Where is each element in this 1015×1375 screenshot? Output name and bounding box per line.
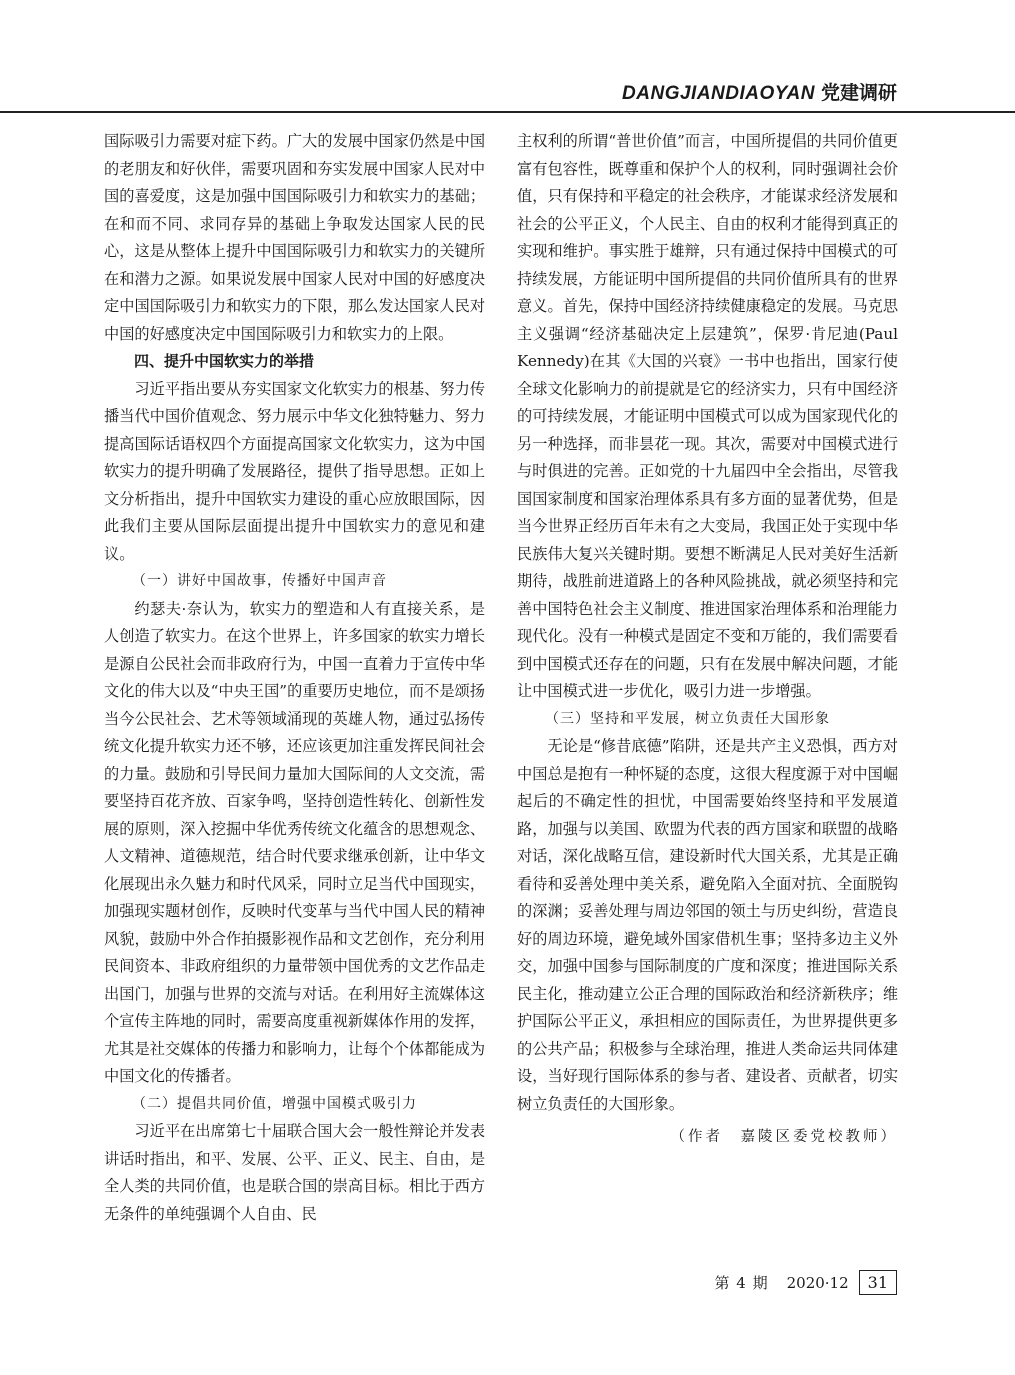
- paragraph: 习近平在出席第七十届联合国大会一般性辩论并发表讲话时指出，和平、发展、公平、正义、民主、自由，是全人类的共同价值，也是联合国的崇高目标。相比于西方无条件的单纯强调个人自由、民: [104, 1122, 485, 1223]
- journal-title: [622, 78, 897, 105]
- paragraph: 国际吸引力需要对症下药。广大的发展中国家仍然是中国的老朋友和好伙伴，需要巩固和夯实发展中国家人民对中国的喜爱度，这是加强中国国际吸引力和软实力的基础；在和而不同、求同存异的基础上争取发达国家人民的民心，这是从整体上提升中国国际吸引力和软实力的关键所在和潜力之源。如果说发展中国家人民对中国的好感度决定中国国际吸引力和软实力的下限，那么发达国家人民对中国的好感度决定中国国际吸引力和软实力的上限。: [104, 132, 485, 343]
- subsection-heading: （三）坚持和平发展，树立负责任大国形象: [545, 710, 830, 727]
- subsection-heading: （一）讲好中国故事，传播好中国声音: [132, 573, 387, 589]
- paragraph: 习近平指出要从夯实国家文化软实力的根基、努力传播当代中国价值观念、努力展示中华文化独特魅力、努力提高国际话语权四个方面提高国家文化软实力，这为中国软实力的提升明确了发展路径，提供了指导思想。正如上文分析指出，提升中国软实力建设的重心应放眼国际，因此我们主要从国际层面提出提升中国软实力的意见和建议。: [104, 379, 485, 563]
- paragraph: 无论是“修昔底德”陷阱，还是共产主义恐惧，西方对中国总是抱有一种怀疑的态度，这很大程度源于对中国崛起后的不确定性的担忧，中国需要始终坚持和平发展道路，加强与以美国、欧盟为代表的西方国家和联盟的战略对话，深化战略互信，建设新时代大国关系，尤其是正确看待和妥善处理中美关系，避免陷入全面对抗、全面脱钩的深渊；妥善处理与周边邻国的领土与历史纠纷，营造良好的周边环境，避免域外国家借机生事；坚持多边主义外交，加强中国参与国际制度的广度和深度；推进国际关系民主化，推动建立公正合理的国际政治和经济新秩序；维护国际公平正义，承担相应的国际责任，为世界提供更多的公共产品；积极参与全球治理，推进人类命运共同体建设，当好现行国际体系的参与者、建设者、贡献者，切实树立负责任的大国形象。: [517, 737, 898, 1113]
- paragraph: 主权利的所谓“普世价值”而言，中国所提倡的共同价值更富有包容性，既尊重和保护个人的权利，同时强调社会价值，只有保持和平稳定的社会秩序，才能谋求经济发展和社会的公平正义，个人民主、自由的权利才能得到真正的实现和维护。事实胜于雄辩，只有通过保持中国模式的可持续发展，方能证明中国所提倡的共同价值所具有的世界意义。首先，保持中国经济持续健康稳定的发展。马克思主义强调“经济基础决定上层建筑”，保罗·肯尼迪(Paul Kennedy)在其《大国的兴衰》一书中也指出，国家行使全球文化影响力的前提就是它的经济实力，只有中国经济的可持续发展，才能证明中国模式可以成为国家现代化的另一种选择，而非昙花一现。其次，需要对中国模式进行与时俱进的完善。正如党的十九届四中全会指出，尽管我国国家制度和国家治理体系具有多方面的显著优势，但是当今世界正经历百年未有之大变局，我国正处于实现中华民族伟大复兴关键时期。要想不断满足人民对美好生活新期待，战胜前进道路上的各种风险挑战，就必须坚持和完善中国特色社会主义制度、推进国家治理体系和治理能力现代化。没有一种模式是固定不变和万能的，我们需要看到中国模式还存在的问题，只有在发展中解决问题，才能让中国模式进一步优化，吸引力进一步增强。: [517, 132, 898, 700]
- right-column: [517, 128, 898, 1152]
- issue-date: 2020·12: [786, 1273, 849, 1292]
- author-note: （作者 嘉陵区委党校教师）: [670, 1129, 898, 1145]
- page-header: [0, 0, 1015, 115]
- page-footer: [715, 1270, 897, 1295]
- journal-title-cn: 党建调研: [820, 82, 897, 104]
- paragraph: 约瑟夫·奈认为，软实力的塑造和人有直接关系，是人创造了软实力。在这个世界上，许多国家的软实力增长是源自公民社会而非政府行为，中国一直着力于宣传中华文化的伟大以及“中央王国”的重要历史地位，而不是颂扬当今公民社会、艺术等领域涌现的英雄人物，通过弘扬传统文化提升软实力还不够，还应该更加注重发挥民间社会的力量。鼓励和引导民间力量加大国际间的人文交流，需要坚持百花齐放、百家争鸣，坚持创造性转化、创新性发展的原则，深入挖掘中华优秀传统文化蕴含的思想观念、人文精神、道德规范，结合时代要求继承创新，让中华文化展现出永久魅力和时代风采，同时立足当代中国现实，加强现实题材创作，反映时代变革与当代中国人民的精神风貌，鼓励中外合作拍摄影视作品和文艺创作，充分利用民间资本、非政府组织的力量带领中国优秀的文艺作品走出国门，加强与世界的交流与对话。在利用好主流媒体这个宣传主阵地的同时，需要高度重视新媒体作用的发挥，尤其是社交媒体的传播力和影响力，让每个个体都能成为中国文化的传播者。: [104, 599, 485, 1085]
- section-heading: 四、提升中国软实力的举措: [134, 352, 315, 370]
- page-number: 31: [859, 1270, 897, 1295]
- left-column: [104, 128, 485, 1228]
- header-rule: [0, 111, 1015, 113]
- issue-number: 第 4 期: [714, 1274, 769, 1292]
- journal-title-en: DANGJIANDIAOYAN: [622, 83, 815, 104]
- subsection-heading: （二）提倡共同价值，增强中国模式吸引力: [132, 1095, 417, 1112]
